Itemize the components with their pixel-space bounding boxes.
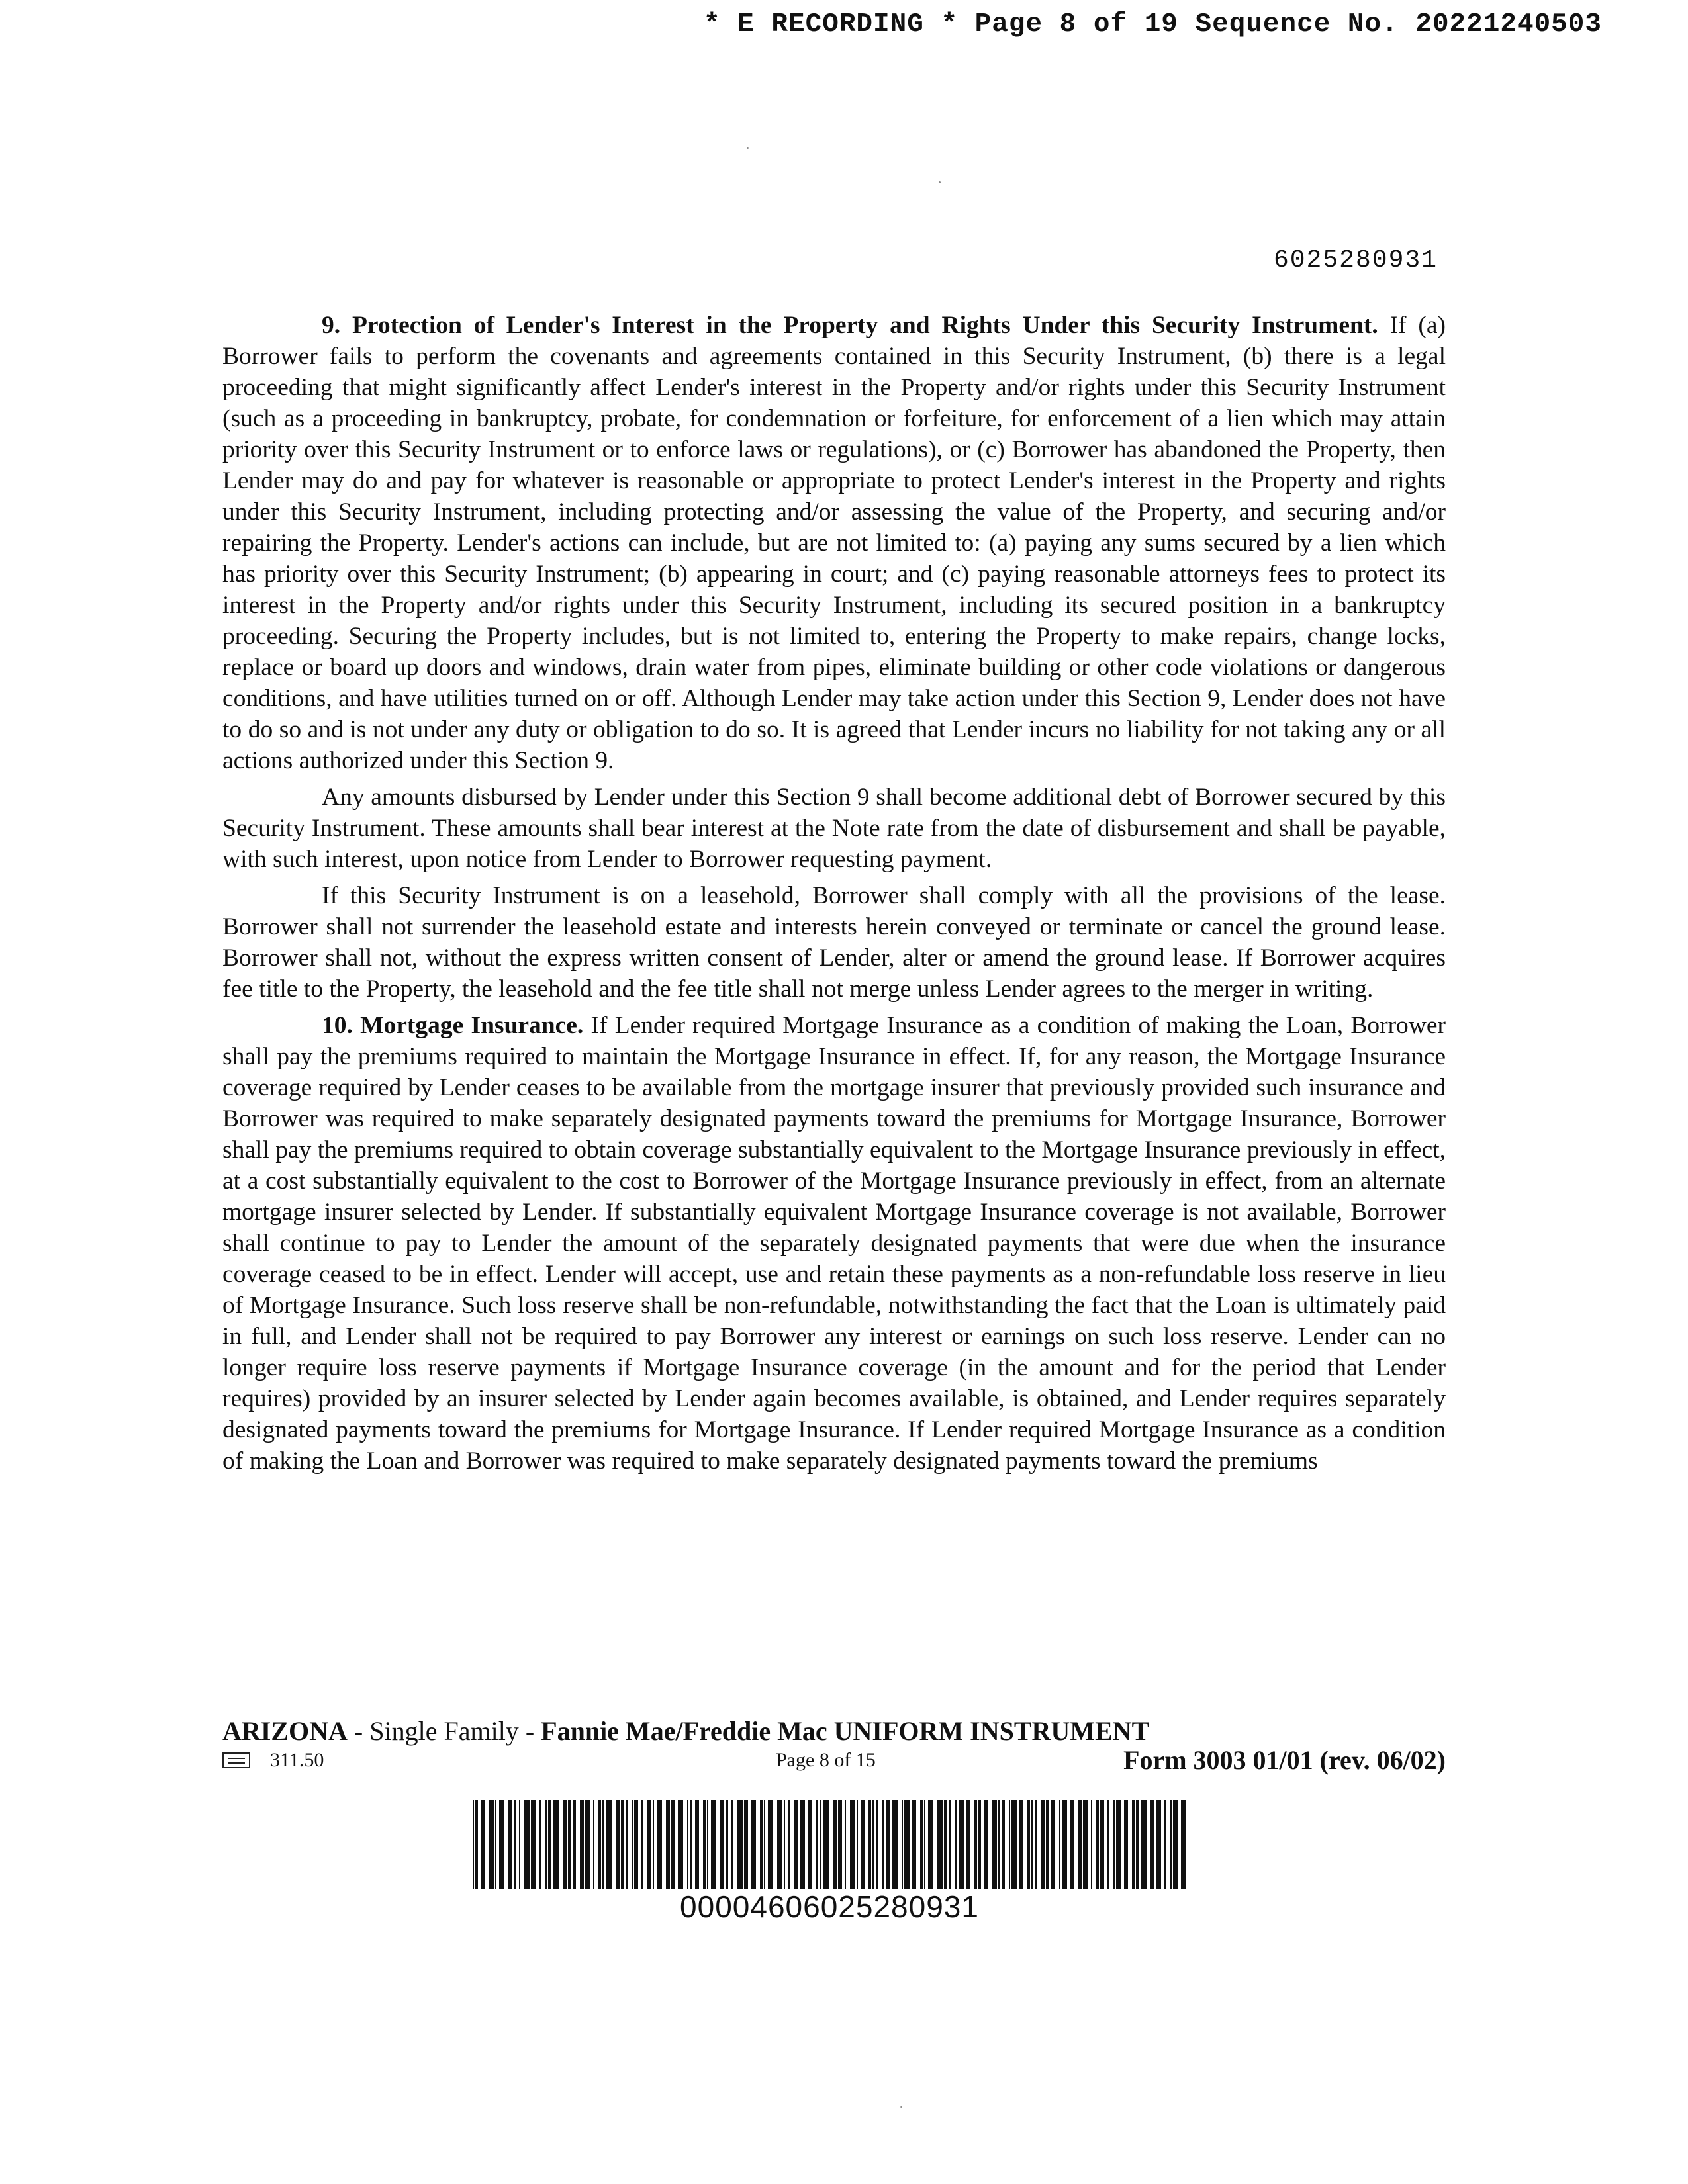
barcode-bar	[616, 1800, 620, 1889]
barcode-bar	[519, 1800, 520, 1889]
barcode-bar	[563, 1800, 567, 1889]
barcode-bar	[751, 1800, 756, 1889]
barcode-bar	[1078, 1800, 1082, 1889]
barcode-bar	[548, 1800, 551, 1889]
barcode-bar	[731, 1800, 733, 1889]
footer-family: Single Family	[369, 1716, 519, 1746]
barcode-bar	[1019, 1800, 1023, 1889]
barcode-bar	[690, 1800, 692, 1889]
barcode-bar	[602, 1800, 604, 1889]
barcode-bar	[872, 1800, 874, 1889]
barcode-bar	[992, 1800, 997, 1889]
barcode-bar	[949, 1800, 951, 1889]
barcode-bar	[621, 1800, 624, 1889]
barcode-bar	[671, 1800, 675, 1889]
barcode-bar	[1096, 1800, 1099, 1889]
barcode-bar	[794, 1800, 798, 1889]
barcode-bar	[764, 1800, 765, 1889]
barcode-bar	[711, 1800, 716, 1889]
barcode-bar	[634, 1800, 638, 1889]
barcode-bar	[1170, 1800, 1172, 1889]
barcode-bar	[531, 1800, 536, 1889]
section-9-paragraph-3: If this Security Instrument is on a leasehold, Borrower shall comply with all the provisions of the lease. Borrower shall not surrender the leasehold estate and interests herein conveyed or terminate or cancel the ground lease. Borrower shall not, without the express written consent of Lender, alter or amend the ground lease. If Borrower acquires fee title to the Property, the leasehold and the fee title shall not merge unless Lender agrees to the merger in writing.	[222, 882, 1446, 1003]
barcode-bar	[1100, 1800, 1104, 1889]
form-icon	[222, 1752, 250, 1768]
barcode-bar	[573, 1800, 576, 1889]
barcode-bar	[920, 1800, 923, 1889]
form-number: Form 3003 01/01 (rev. 06/02)	[1123, 1745, 1446, 1775]
barcode-bar	[647, 1800, 651, 1889]
barcode-bar	[857, 1800, 858, 1889]
document-body	[222, 310, 1446, 1482]
barcode-bar	[598, 1800, 601, 1889]
barcode-bar	[499, 1800, 504, 1889]
barcode-bar	[1059, 1800, 1060, 1889]
barcode-bar	[904, 1800, 910, 1889]
barcode-bar	[495, 1800, 496, 1889]
barcode-bar	[695, 1800, 699, 1889]
barcode-bar	[928, 1800, 933, 1889]
footer-separator: -	[347, 1716, 370, 1746]
section-9-heading: 9. Protection of Lender's Interest in the Property and Rights Under this Security Instrument.	[322, 312, 1378, 339]
barcode-bar	[514, 1800, 516, 1889]
barcode-bar	[1164, 1800, 1166, 1889]
barcode-bar	[1136, 1800, 1139, 1889]
footer-title	[222, 1715, 1149, 1747]
barcode-bar	[816, 1800, 818, 1889]
footer-state: ARIZONA	[222, 1716, 348, 1746]
barcode-bar	[1046, 1800, 1049, 1889]
barcode-bar	[1083, 1800, 1088, 1889]
section-10-text: If Lender required Mortgage Insurance as a condition of making the Loan, Borrower shall pay the premiums required to maintain the Mortgage Insurance in effect. If, for any reason, the Mortgage Insurance coverage required by Lender ceases to be available from the mortgage insurer that previously provided such insurance and Borrower was required to make separately designated payments toward the premiums for Mortgage Insurance, Borrower shall pay the premiums required to obtain coverage substantially equivalent to the Mortgage Insurance previously in effect, at a cost substantially equivalent to the cost to Borrower of the Mortgage Insurance previously in effect, from an alternate mortgage insurer selected by Lender. If substantially equivalent Mortgage Insurance coverage is not available, Borrower shall continue to pay to Lender the amount of the separately designated payments that were due when the insurance coverage ceased to be in effect. Lender will accept, use and retain these payments as a non-refundable loss reserve in lieu of Mortgage Insurance. Such loss reserve shall be non-refundable, notwithstanding the fact that the Loan is ultimately paid in full, and Lender shall not be required to pay Borrower any interest or earnings on such loss reserve. Lender can no longer require loss reserve payments if Mortgage Insurance coverage (in the amount and for the period that Lender requires) provided by an insurer selected by Lender again becomes available, is obtained, and Lender requires separately designated payments toward the premiums for Mortgage Insurance. If Lender required Mortgage Insurance as a condition of making the Loan and Borrower was required to make separately designated payments toward the premiums	[222, 1012, 1446, 1475]
barcode-bar	[974, 1800, 977, 1889]
barcode-bar	[553, 1800, 559, 1889]
barcode-bar	[1173, 1800, 1178, 1889]
barcode-bar	[886, 1800, 890, 1889]
barcode-bar	[912, 1800, 916, 1889]
barcode-bar	[800, 1800, 805, 1889]
barcode-bar	[823, 1800, 829, 1889]
section-9-text: If (a) Borrower fails to perform the covenants and agreements contained in this Security Instrument, (b) there is a legal proceeding that might significantly affect Lender's interest in the Property and/or rights under this Security Instrument (such as a proceeding in bankruptcy, probate, for condemnation or forfeiture, for enforcement of a lien which may attain priority over this Security Instrument or to enforce laws or regulations), or (c) Borrower has abandoned the Property, then Lender may do and pay for whatever is reasonable or appropriate to protect Lender's interest in the Property and rights under this Security Instrument, including protecting and/or assessing the value of the Property, and securing and/or repairing the Property. Lender's actions can include, but are not limited to: (a) paying any sums secured by a lien which has priority over this Security Instrument; (b) appearing in court; and (c) paying reasonable attorneys fees to protect its interest in the Property and/or rights under this Security Instrument, including its secured position in a bankruptcy proceeding. Securing the Property includes, but is not limited to, entering the Property to make repairs, change locks, replace or board up doors and windows, drain water from pipes, eliminate building or other code violations or dangerous conditions, and have utilities turned on or off. Although Lender may take action under this Section 9, Lender does not have to do so and is not under any duty or obligation to do so. It is agreed that Lender incurs no liability for not taking any or all actions authorized under this Section 9.	[222, 312, 1446, 774]
recording-header: * E RECORDING * Page 8 of 19 Sequence No. 20221240503	[703, 9, 1602, 40]
footer-instrument: Fannie Mae/Freddie Mac UNIFORM INSTRUMENT	[541, 1716, 1150, 1746]
barcode-bar	[1027, 1800, 1030, 1889]
barcode-bar	[707, 1800, 708, 1889]
barcode-bar	[473, 1800, 474, 1889]
barcode-bar	[580, 1800, 584, 1889]
barcode-bar	[475, 1800, 478, 1889]
barcode-bar	[641, 1800, 643, 1889]
section-10-paragraph	[222, 1010, 1446, 1477]
barcode-bar	[1009, 1800, 1010, 1889]
barcode-bar	[777, 1800, 782, 1889]
barcode-bar	[632, 1800, 633, 1889]
barcode-bar	[1002, 1800, 1005, 1889]
barcode-bar	[508, 1800, 512, 1889]
barcode-bar	[784, 1800, 785, 1889]
barcode-bar	[1035, 1800, 1037, 1889]
barcode-bar	[539, 1800, 541, 1889]
barcode-bar	[545, 1800, 547, 1889]
barcode-bar	[1141, 1800, 1147, 1889]
barcode-bar	[481, 1800, 485, 1889]
barcode-bar	[593, 1800, 594, 1889]
barcode-number: 00004606025280931	[680, 1889, 979, 1924]
barcode-bar	[1051, 1800, 1055, 1889]
section-10-heading: 10. Mortgage Insurance.	[322, 1012, 584, 1039]
barcode-bar	[820, 1800, 821, 1889]
barcode-bar	[838, 1800, 842, 1889]
barcode-bar	[1031, 1800, 1033, 1889]
barcode-bar	[1011, 1800, 1017, 1889]
barcode-bar	[585, 1800, 590, 1889]
barcode-bar	[845, 1800, 846, 1889]
barcode-bar	[861, 1800, 865, 1889]
barcode-bar	[788, 1800, 790, 1889]
section-9-paragraph	[222, 310, 1446, 776]
barcode	[473, 1800, 1186, 1889]
barcode-bar	[657, 1800, 662, 1889]
barcode-bar	[720, 1800, 724, 1889]
barcode-bar	[726, 1800, 728, 1889]
barcode-bar	[868, 1800, 871, 1889]
barcode-bar	[744, 1800, 748, 1889]
barcode-bar	[1107, 1800, 1109, 1889]
form-code: 311.50	[270, 1749, 324, 1771]
barcode-bar	[678, 1800, 683, 1889]
barcode-bar	[1181, 1800, 1186, 1889]
barcode-bar	[850, 1800, 855, 1889]
barcode-bar	[944, 1800, 947, 1889]
barcode-bar	[524, 1800, 530, 1889]
barcode-bar	[1156, 1800, 1161, 1889]
barcode-bar	[606, 1800, 612, 1889]
footer-row	[222, 1747, 1446, 1779]
barcode-bar	[892, 1800, 898, 1889]
barcode-bar	[966, 1800, 970, 1889]
barcode-bar	[1041, 1800, 1045, 1889]
barcode-bar	[737, 1800, 743, 1889]
barcode-bar	[998, 1800, 1000, 1889]
barcode-bar	[703, 1800, 706, 1889]
barcode-bar	[1091, 1800, 1092, 1889]
footer-separator: -	[518, 1716, 541, 1746]
barcode-bar	[1113, 1800, 1115, 1889]
section-9-paragraph-2: Any amounts disbursed by Lender under this Section 9 shall become additional debt of Borrower secured by this Security Instrument. These amounts shall bear interest at the Note rate from the date of disbursement and shall be payable, with such interest, upon notice from Lender to Borrower requesting payment.	[222, 784, 1446, 873]
barcode-bar	[978, 1800, 981, 1889]
page-label: Page 8 of 15	[776, 1749, 876, 1771]
barcode-bar	[760, 1800, 763, 1889]
barcode-bar	[876, 1800, 878, 1889]
barcode-bar	[1132, 1800, 1135, 1889]
barcode-bar	[666, 1800, 670, 1889]
scan-speck	[939, 181, 941, 183]
barcode-bar	[1150, 1800, 1154, 1889]
barcode-bar	[955, 1800, 957, 1889]
barcode-bar	[626, 1800, 628, 1889]
barcode-bar	[1070, 1800, 1074, 1889]
barcode-bar	[1062, 1800, 1067, 1889]
barcode-bar	[902, 1800, 903, 1889]
barcode-bar	[687, 1800, 688, 1889]
barcode-bar	[653, 1800, 654, 1889]
scan-speck	[900, 2106, 902, 2108]
barcode-bar	[489, 1800, 494, 1889]
loan-number: 6025280931	[1273, 246, 1438, 275]
barcode-bar	[937, 1800, 943, 1889]
scan-speck	[747, 147, 749, 149]
barcode-bar	[882, 1800, 884, 1889]
barcode-bar	[568, 1800, 571, 1889]
barcode-bar	[808, 1800, 812, 1889]
barcode-bar	[768, 1800, 773, 1889]
barcode-bar	[924, 1800, 925, 1889]
barcode-bar	[1116, 1800, 1121, 1889]
barcode-bar	[984, 1800, 988, 1889]
barcode-bar	[1124, 1800, 1128, 1889]
barcode-bar	[833, 1800, 837, 1889]
barcode-bar	[959, 1800, 964, 1889]
